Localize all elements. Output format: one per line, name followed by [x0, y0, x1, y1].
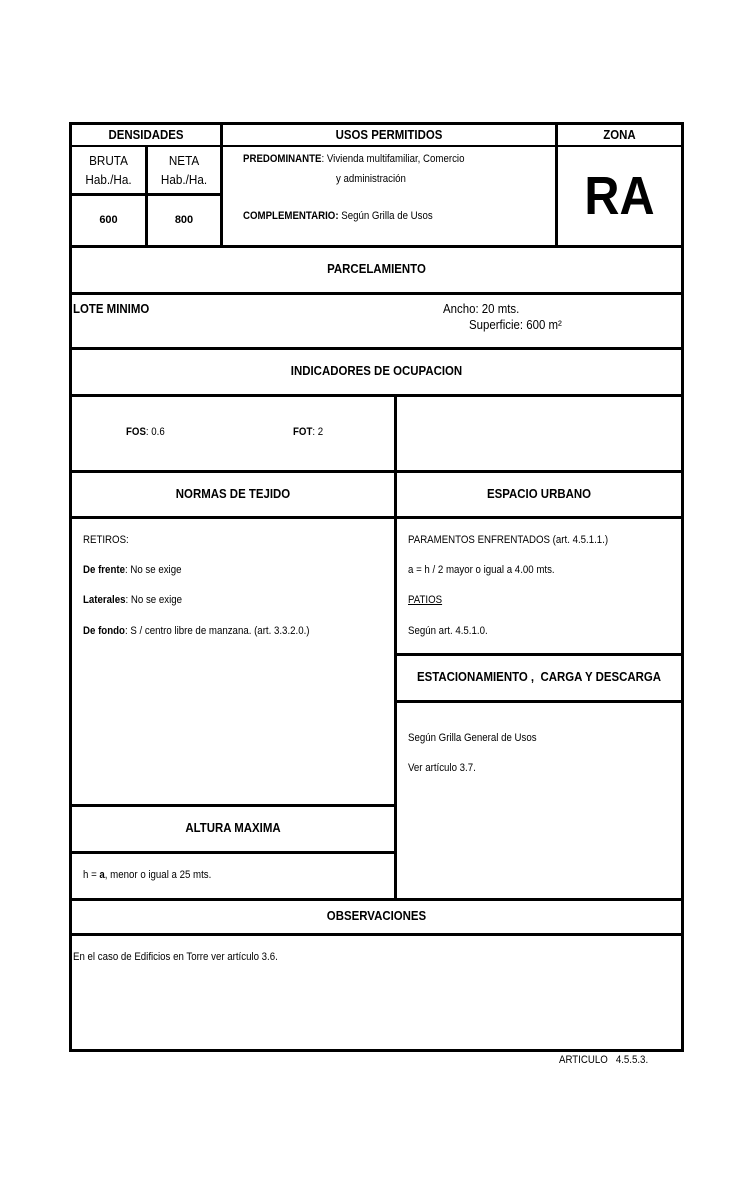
altura-maxima-text	[83, 869, 211, 881]
border-right	[681, 122, 684, 1052]
fot-value: : 2	[312, 426, 324, 438]
divider	[69, 145, 684, 147]
superficie-value: Superficie: 600 m²	[469, 317, 562, 332]
estacionamiento-header: ESTACIONAMIENTO , CARGA Y DESCARGA	[416, 669, 662, 684]
divider	[69, 898, 684, 901]
border-left	[69, 122, 72, 1052]
observaciones-text: En el caso de Edificios en Torre ver artículo 3.6.	[73, 951, 278, 963]
lote-minimo-label: LOTE MINIMO	[73, 301, 150, 316]
divider	[69, 851, 397, 854]
normas-tejido-header: NORMAS DE TEJIDO	[175, 486, 291, 501]
predominante-line	[243, 153, 464, 165]
altura-a: a	[99, 869, 105, 881]
fondo-label: De fondo	[83, 625, 125, 637]
laterales-line	[83, 594, 182, 606]
frente-line	[83, 564, 181, 576]
fos-value: : 0.6	[145, 426, 165, 438]
articulo-label: ARTICULO 4.5.5.3.	[559, 1054, 649, 1066]
parcelamiento-header: PARCELAMIENTO	[327, 261, 426, 276]
divider	[69, 804, 397, 807]
divider	[394, 653, 684, 656]
densidades-header: DENSIDADES	[108, 127, 184, 142]
zona-header: ZONA	[603, 127, 636, 142]
estacionamiento-line1: Según Grilla General de Usos	[408, 732, 537, 744]
fot-label: FOT	[293, 426, 313, 438]
laterales-value: : No se exige	[125, 594, 183, 606]
divider	[69, 193, 222, 196]
border-top	[69, 122, 684, 125]
observaciones-header: OBSERVACIONES	[326, 908, 427, 923]
divider	[69, 245, 684, 248]
predominante-line2: y administración	[336, 173, 406, 185]
estacionamiento-line2: Ver artículo 3.7.	[408, 762, 476, 774]
neta-value: 800	[174, 214, 194, 226]
altura-rest: , menor o igual a 25 mts.	[104, 869, 212, 881]
frente-value: : No se exige	[124, 564, 182, 576]
fot-line	[293, 426, 323, 438]
divider	[69, 347, 684, 350]
laterales-label: Laterales	[83, 594, 126, 606]
fondo-line	[83, 625, 310, 637]
predominante-value: : Vivienda multifamiliar, Comercio	[321, 153, 465, 165]
fos-line	[126, 426, 165, 438]
bruta-value: 600	[99, 214, 118, 226]
patios-label: PATIOS	[408, 594, 443, 606]
paramentos-text: PARAMENTOS ENFRENTADOS (art. 4.5.1.1.)	[408, 534, 609, 546]
formula-text: a = h / 2 mayor o igual a 4.00 mts.	[408, 564, 555, 576]
altura-maxima-header: ALTURA MAXIMA	[185, 820, 281, 835]
frente-label: De frente	[83, 564, 125, 576]
neta-label: NETA	[168, 153, 200, 168]
neta-unit: Hab./Ha.	[160, 172, 208, 187]
divider	[220, 122, 223, 247]
usos-permitidos-header: USOS PERMITIDOS	[335, 127, 443, 142]
ancho-value: Ancho: 20 mts.	[443, 301, 520, 316]
zona-value: RA	[584, 166, 655, 226]
bruta-unit: Hab./Ha.	[85, 172, 132, 187]
indicadores-header: INDICADORES DE OCUPACION	[290, 363, 463, 378]
fondo-value: : S / centro libre de manzana. (art. 3.3.2.0.)	[124, 625, 310, 637]
divider	[69, 394, 684, 397]
espacio-urbano-header: ESPACIO URBANO	[486, 486, 592, 501]
divider	[69, 292, 684, 295]
divider	[145, 145, 148, 247]
predominante-label: PREDOMINANTE	[243, 153, 322, 165]
segun-art-text: Según art. 4.5.1.0.	[408, 625, 488, 637]
complementario-label: COMPLEMENTARIO:	[243, 210, 339, 222]
divider	[69, 516, 684, 519]
divider	[394, 700, 684, 703]
retiros-label: RETIROS:	[83, 534, 129, 546]
fos-label: FOS	[126, 426, 146, 438]
divider	[555, 122, 558, 247]
complementario-line	[243, 210, 433, 222]
divider	[69, 933, 684, 936]
bruta-label: BRUTA	[89, 153, 128, 168]
divider	[69, 470, 684, 473]
altura-prefix: h =	[83, 869, 100, 881]
complementario-value: Según Grilla de Usos	[338, 210, 433, 222]
border-bottom	[69, 1049, 684, 1052]
